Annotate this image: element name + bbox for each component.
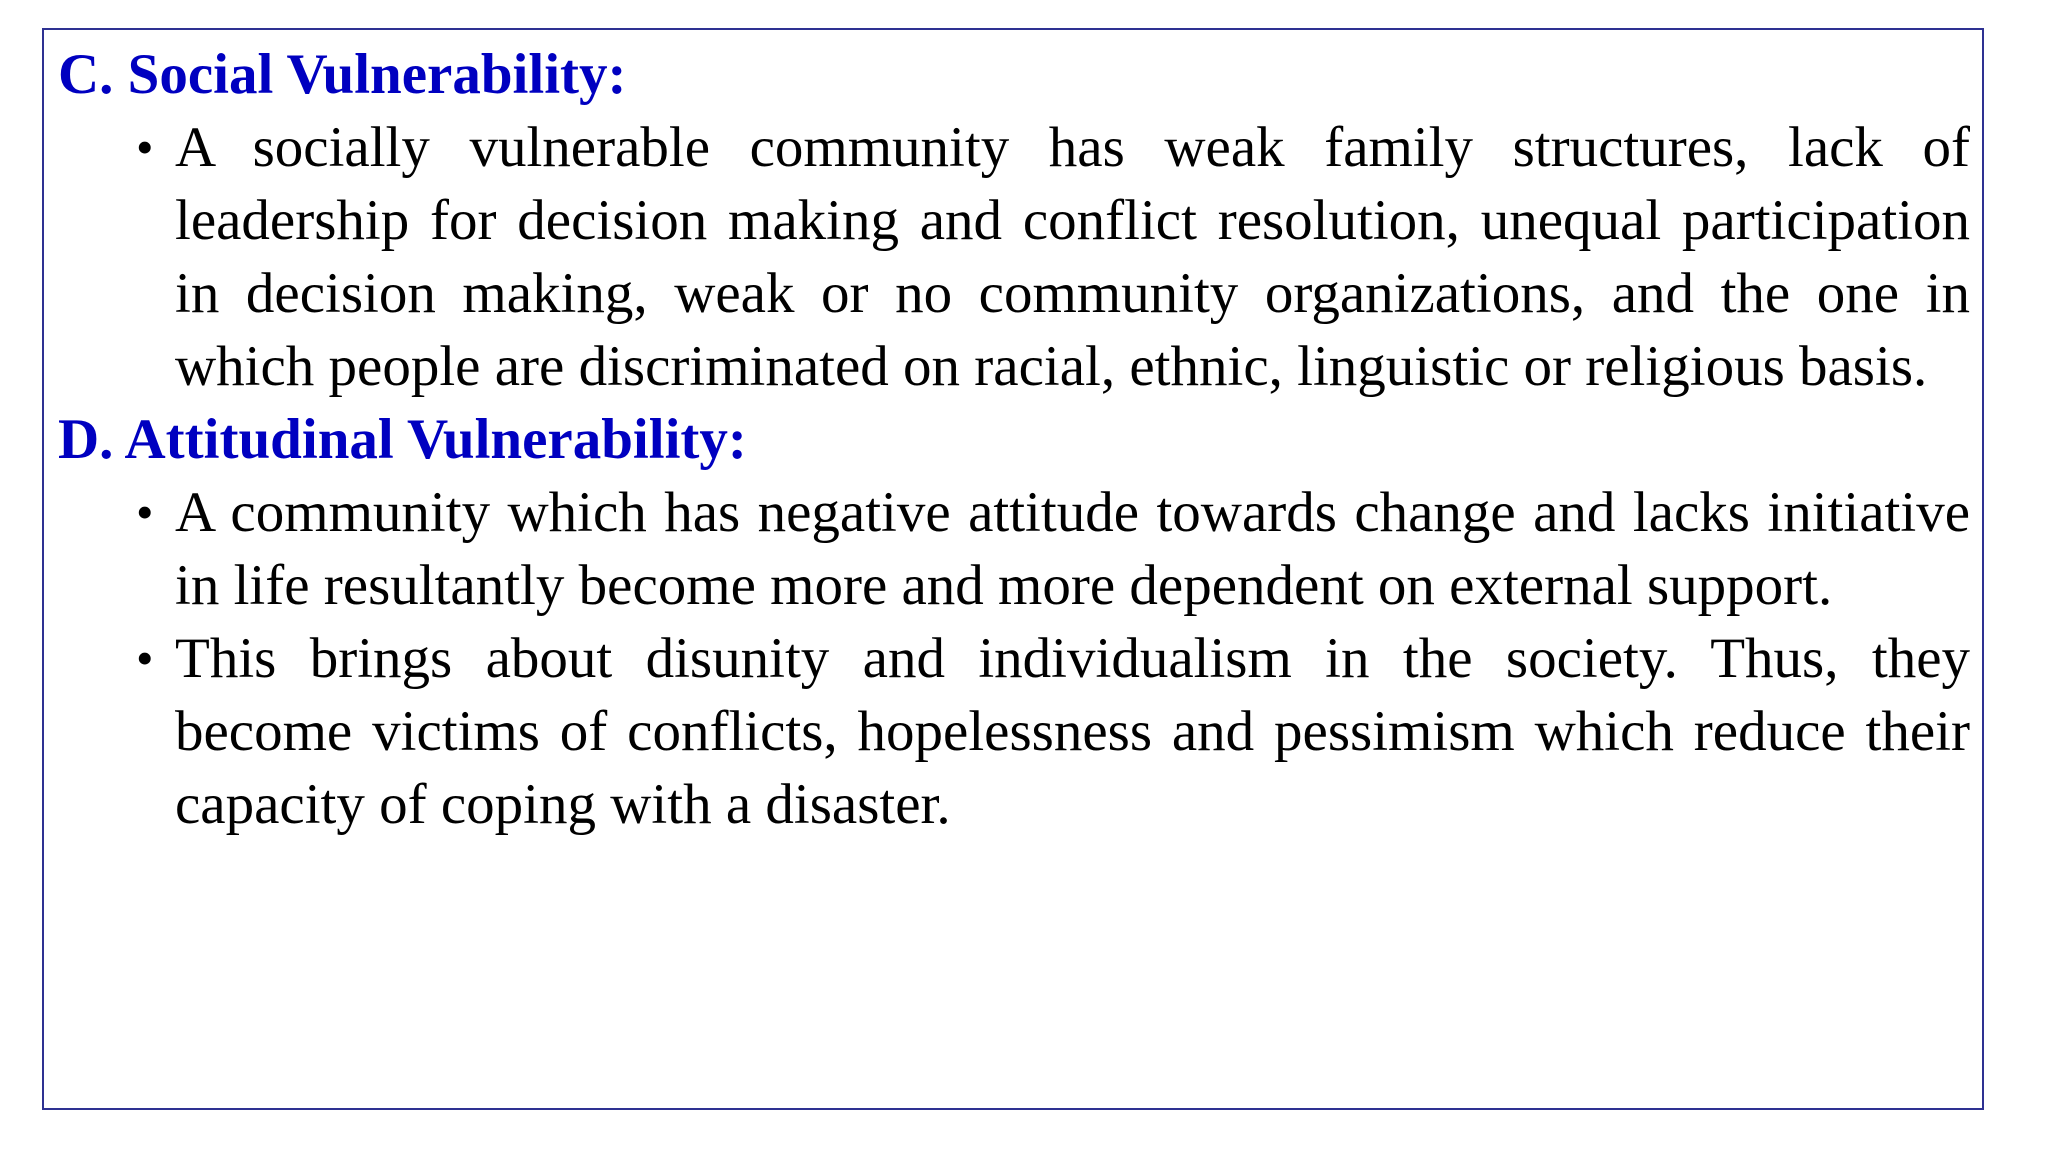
bullet-item <box>136 111 1970 403</box>
section-heading: D. Attitudinal Vulnerability: <box>58 408 747 471</box>
bullet-list <box>58 111 1968 403</box>
slide-content <box>58 38 1968 841</box>
bullet-icon: • <box>136 630 154 686</box>
bullet-list <box>58 476 1968 841</box>
bullet-icon: • <box>136 484 154 540</box>
section-attitudinal-vulnerability <box>58 403 1968 841</box>
bullet-icon: • <box>136 119 154 175</box>
bullet-text: This brings about disunity and individualism in the society. Thus, they become victims of conflicts, hopelessness and pessimism which reduce their capacity of coping with a disaster. <box>175 627 1970 836</box>
bullet-text: A community which has negative attitude towards change and lacks initiative in life resultantly become more and more dependent on external support. <box>175 481 1970 617</box>
bullet-item <box>136 622 1970 841</box>
bullet-text: A socially vulnerable community has weak family structures, lack of leadership for decision making and conflict resolution, unequal participation in decision making, weak or no community organizations, and the one in which people are discriminated on racial, ethnic, linguistic or religious basis. <box>175 116 1970 398</box>
section-heading: C. Social Vulnerability: <box>58 43 627 106</box>
bullet-item <box>136 476 1970 622</box>
section-social-vulnerability <box>58 38 1968 403</box>
